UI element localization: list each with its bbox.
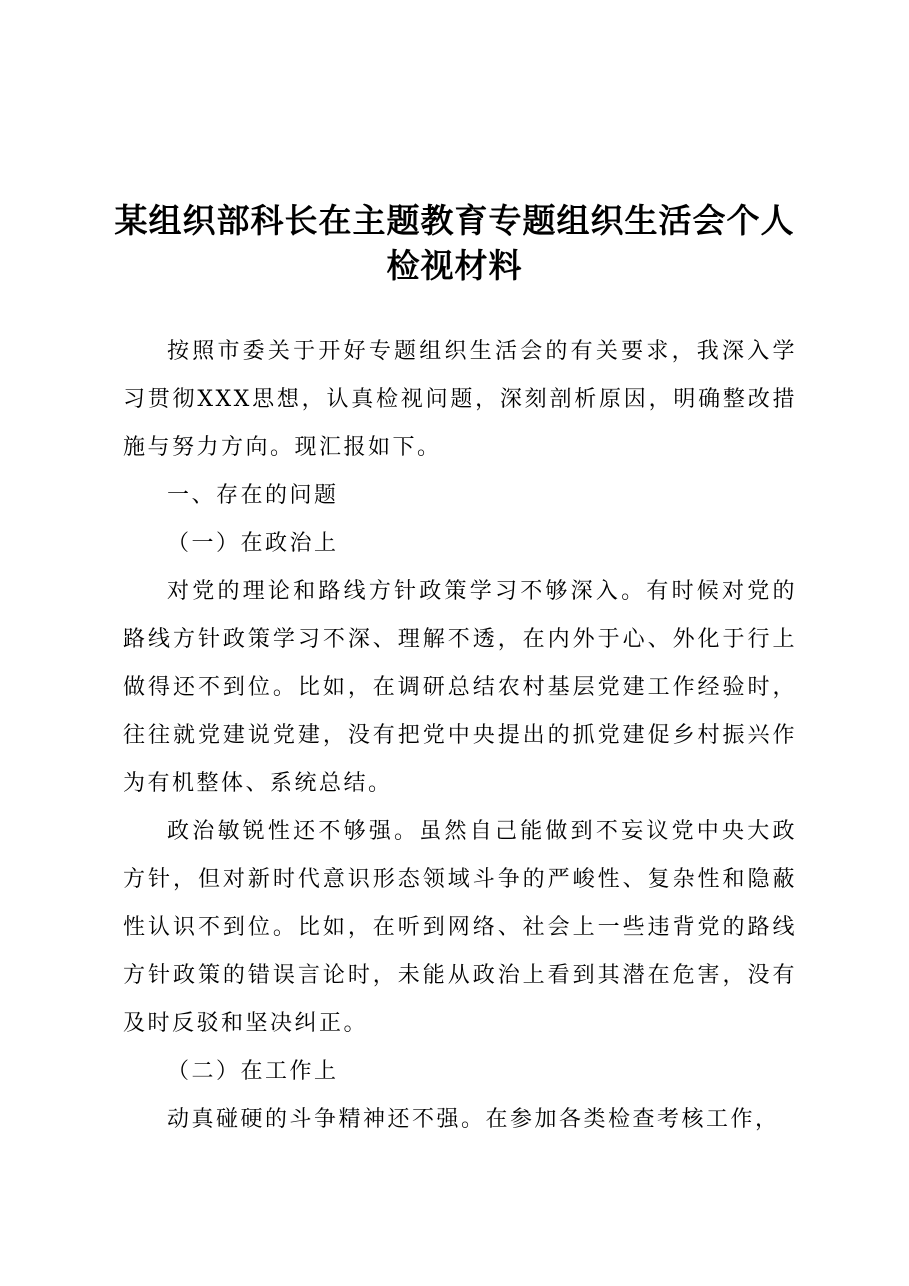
subsection-heading-political: （一）在政治上: [167, 531, 339, 556]
section-heading-problems: 一、存在的问题: [167, 483, 339, 508]
paragraph-struggle-spirit: 动真碰硬的斗争精神还不强。在参加各类检查考核工作，: [167, 1107, 780, 1132]
title-line-1: 某组织部科长在主题教育专题组织生活会个人: [114, 201, 795, 240]
document-body: [123, 328, 797, 1144]
paragraph-political-sensitivity: 政治敏锐性还不够强。虽然自己能做到不妄议党中央大政方针，但对新时代意识形态领域斗争的严峻性、复杂性和隐蔽性认识不到位。比如，在听到网络、社会上一些违背党的路线方针政策的错误言论时，未能从政治上看到其潜在危害，没有及时反驳和坚决纠正。: [123, 819, 797, 1036]
document-title: [100, 198, 809, 288]
paragraph-theory-study: 对党的理论和路线方针政策学习不够深入。有时候对党的路线方针政策学习不深、理解不透，在内外于心、外化于行上做得还不到位。比如，在调研总结农村基层党建工作经验时，往往就党建说党建，没有把党中央提出的抓党建促乡村振兴作为有机整体、系统总结。: [123, 579, 797, 796]
intro-paragraph: 按照市委关于开好专题组织生活会的有关要求，我深入学习贯彻XXX思想，认真检视问题，深刻剖析原因，明确整改措施与努力方向。现汇报如下。: [123, 339, 797, 460]
subsection-heading-work: （二）在工作上: [167, 1059, 339, 1084]
title-line-2: 检视材料: [386, 246, 523, 285]
